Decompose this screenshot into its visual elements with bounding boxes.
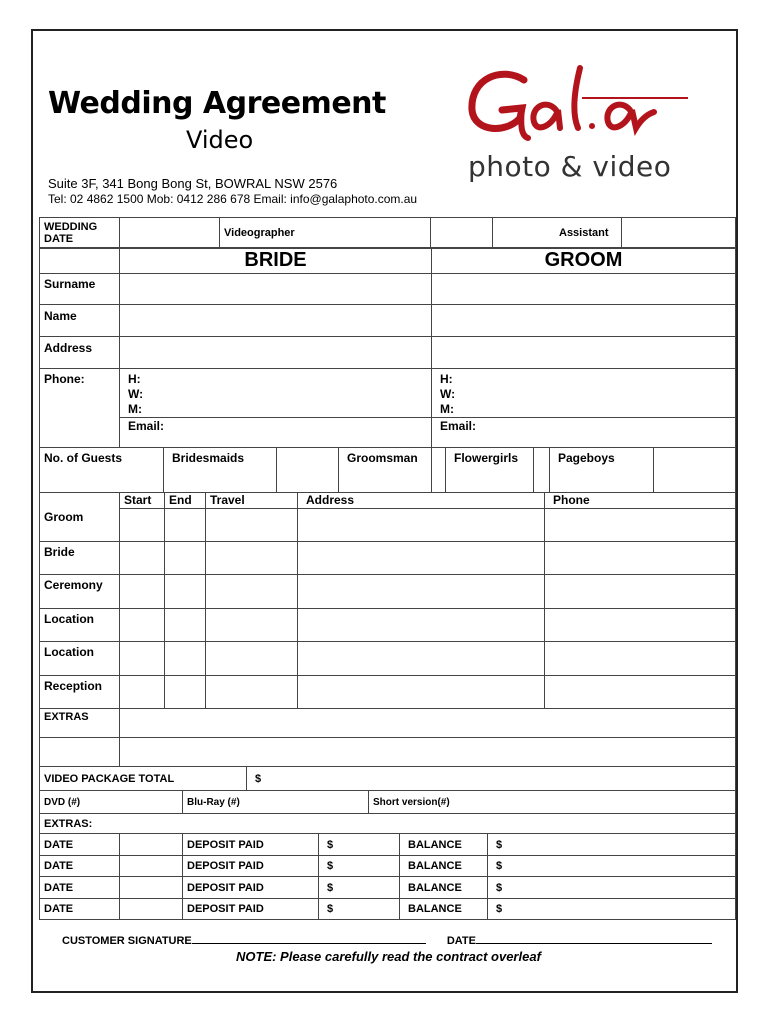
payment-date-field[interactable] — [120, 834, 183, 856]
phone-field[interactable] — [545, 676, 736, 709]
travel-field[interactable] — [206, 609, 298, 642]
package-extras-label: EXTRAS: — [40, 814, 736, 834]
payment-date-label: DATE — [40, 834, 120, 856]
signature-date-field[interactable] — [476, 933, 712, 944]
start-field[interactable] — [120, 542, 165, 575]
groomsman-field[interactable] — [432, 448, 446, 493]
bride-email-label: Email: — [128, 419, 165, 433]
phone-field[interactable] — [545, 542, 736, 575]
groom-phone-work-label: W: — [440, 387, 456, 401]
deposit-field[interactable]: $ — [319, 899, 400, 920]
signature-date-label: DATE — [446, 935, 476, 947]
travel-header: Travel — [206, 493, 298, 509]
travel-field[interactable] — [206, 642, 298, 676]
start-header: Start — [120, 493, 165, 509]
deposit-field[interactable]: $ — [319, 856, 400, 877]
name-label: Name — [40, 305, 120, 337]
deposit-field[interactable]: $ — [319, 834, 400, 856]
couple-table — [39, 247, 736, 448]
end-header: End — [165, 493, 206, 509]
table-row — [40, 509, 736, 542]
extras-spacer — [40, 738, 120, 767]
groom-surname-field[interactable] — [432, 274, 736, 305]
bluray-label[interactable]: Blu-Ray (#) — [183, 791, 369, 814]
payment-row — [40, 899, 736, 920]
pageboys-field[interactable] — [654, 448, 736, 493]
balance-label: BALANCE — [400, 877, 488, 899]
guests-label: No. of Guests — [40, 448, 164, 493]
videographer-field[interactable] — [431, 218, 493, 249]
deposit-label: DEPOSIT PAID — [183, 834, 319, 856]
groom-address-field[interactable] — [432, 337, 736, 369]
travel-field[interactable] — [206, 676, 298, 709]
business-contact: Tel: 02 4862 1500 Mob: 0412 286 678 Email: info@galaphoto.com.au — [48, 192, 418, 206]
end-field[interactable] — [165, 509, 206, 542]
surname-label: Surname — [40, 274, 120, 305]
extras-label: EXTRAS — [40, 709, 120, 738]
start-field[interactable] — [120, 642, 165, 676]
bridesmaids-field[interactable] — [277, 448, 339, 493]
payment-date-label: DATE — [40, 856, 120, 877]
videographer-label: Videographer — [220, 218, 431, 249]
package-currency: $ — [255, 772, 262, 785]
travel-field[interactable] — [206, 509, 298, 542]
deposit-field[interactable]: $ — [319, 877, 400, 899]
staff-table — [39, 217, 736, 249]
address-field[interactable] — [298, 676, 545, 709]
schedule-header-spacer — [40, 493, 120, 509]
payment-date-label: DATE — [40, 899, 120, 920]
payment-date-label: DATE — [40, 877, 120, 899]
package-total-field[interactable] — [247, 767, 736, 791]
balance-label: BALANCE — [400, 834, 488, 856]
schedule-table — [39, 492, 736, 709]
balance-field[interactable]: $ — [488, 856, 736, 877]
groom-heading: GROOM — [432, 248, 736, 274]
groom-email-label: Email: — [440, 419, 477, 433]
address-header: Address — [298, 493, 545, 509]
bride-heading: BRIDE — [120, 248, 432, 274]
package-table — [39, 766, 736, 791]
short-version-label[interactable]: Short version(#) — [369, 791, 736, 814]
start-field[interactable] — [120, 676, 165, 709]
gala-script-logo — [462, 58, 692, 148]
address-field[interactable] — [298, 542, 545, 575]
groomsman-label: Groomsman — [339, 448, 432, 493]
form-title: Wedding Agreement — [48, 86, 386, 121]
bride-phone-mobile-label: M: — [128, 402, 142, 416]
schedule-row-label: Groom — [40, 509, 120, 542]
flowergirls-label: Flowergirls — [446, 448, 534, 493]
media-table — [39, 790, 736, 814]
schedule-row-label: Bride — [40, 542, 120, 575]
flowergirls-field[interactable] — [534, 448, 550, 493]
table-row — [40, 676, 736, 709]
table-row — [40, 609, 736, 642]
start-field[interactable] — [120, 609, 165, 642]
deposit-label: DEPOSIT PAID — [183, 856, 319, 877]
extras-table — [39, 708, 736, 767]
start-field[interactable] — [120, 575, 165, 609]
address-field[interactable] — [298, 509, 545, 542]
phone-field[interactable] — [545, 642, 736, 676]
payments-table — [39, 833, 736, 920]
payment-row — [40, 877, 736, 899]
signature-line — [62, 933, 712, 947]
bride-phone-work-label: W: — [128, 387, 144, 401]
payment-row — [40, 834, 736, 856]
form-subtitle: Video — [186, 126, 254, 154]
table-row — [40, 642, 736, 676]
phone-field[interactable] — [545, 575, 736, 609]
groom-phone-field[interactable] — [432, 369, 736, 418]
groom-email-field[interactable] — [432, 418, 736, 448]
assistant-field[interactable] — [622, 218, 736, 249]
phone-field[interactable] — [545, 609, 736, 642]
email-label-spacer — [40, 418, 120, 448]
end-field[interactable] — [165, 676, 206, 709]
business-address: Suite 3F, 341 Bong Bong St, BOWRAL NSW 2576 — [48, 176, 338, 191]
schedule-row-label: Ceremony — [40, 575, 120, 609]
end-field[interactable] — [165, 575, 206, 609]
pageboys-label: Pageboys — [550, 448, 654, 493]
extras2-table — [39, 813, 736, 834]
table-row — [40, 542, 736, 575]
bride-address-field[interactable] — [120, 337, 432, 369]
address-label: Address — [40, 337, 120, 369]
assistant-label: Assistant — [493, 218, 622, 249]
address-field[interactable] — [298, 642, 545, 676]
phone-field[interactable] — [545, 509, 736, 542]
travel-field[interactable] — [206, 542, 298, 575]
bride-surname-field[interactable] — [120, 274, 432, 305]
payment-date-field[interactable] — [120, 899, 183, 920]
payment-date-field[interactable] — [120, 856, 183, 877]
bride-phone-home-label: H: — [128, 372, 141, 386]
groom-name-field[interactable] — [432, 305, 736, 337]
phone-header: Phone — [545, 493, 736, 509]
schedule-row-label: Location — [40, 609, 120, 642]
payment-date-field[interactable] — [120, 877, 183, 899]
wedding-date-field[interactable] — [120, 218, 220, 249]
end-field[interactable] — [165, 542, 206, 575]
contract-note: NOTE: Please carefully read the contract overleaf — [236, 949, 541, 964]
deposit-label: DEPOSIT PAID — [183, 877, 319, 899]
table-row — [40, 575, 736, 609]
address-field[interactable] — [298, 609, 545, 642]
extras-field-2[interactable] — [120, 738, 736, 767]
wedding-date-label: WEDDING DATE — [40, 218, 120, 249]
bride-name-field[interactable] — [120, 305, 432, 337]
bride-email-field[interactable] — [120, 418, 432, 448]
deposit-label: DEPOSIT PAID — [183, 899, 319, 920]
couple-header-spacer — [40, 248, 120, 274]
travel-field[interactable] — [206, 575, 298, 609]
groom-phone-mobile-label: M: — [440, 402, 454, 416]
balance-label: BALANCE — [400, 856, 488, 877]
end-field[interactable] — [165, 642, 206, 676]
balance-field[interactable]: $ — [488, 899, 736, 920]
extras-field[interactable] — [120, 709, 736, 738]
address-field[interactable] — [298, 575, 545, 609]
groom-phone-home-label: H: — [440, 372, 453, 386]
dvd-label[interactable]: DVD (#) — [40, 791, 183, 814]
balance-field[interactable]: $ — [488, 834, 736, 856]
guests-table — [39, 447, 736, 493]
package-total-label: VIDEO PACKAGE TOTAL — [40, 767, 247, 791]
logo-tagline: photo & video — [468, 150, 672, 183]
schedule-row-label: Location — [40, 642, 120, 676]
bride-phone-field[interactable] — [120, 369, 432, 418]
phone-label: Phone: — [40, 369, 120, 418]
bridesmaids-label: Bridesmaids — [164, 448, 277, 493]
payment-row — [40, 856, 736, 877]
signature-field[interactable] — [192, 933, 426, 944]
balance-label: BALANCE — [400, 899, 488, 920]
start-field[interactable] — [120, 509, 165, 542]
signature-label: CUSTOMER SIGNATURE — [62, 935, 192, 947]
end-field[interactable] — [165, 609, 206, 642]
balance-field[interactable]: $ — [488, 877, 736, 899]
schedule-row-label: Reception — [40, 676, 120, 709]
